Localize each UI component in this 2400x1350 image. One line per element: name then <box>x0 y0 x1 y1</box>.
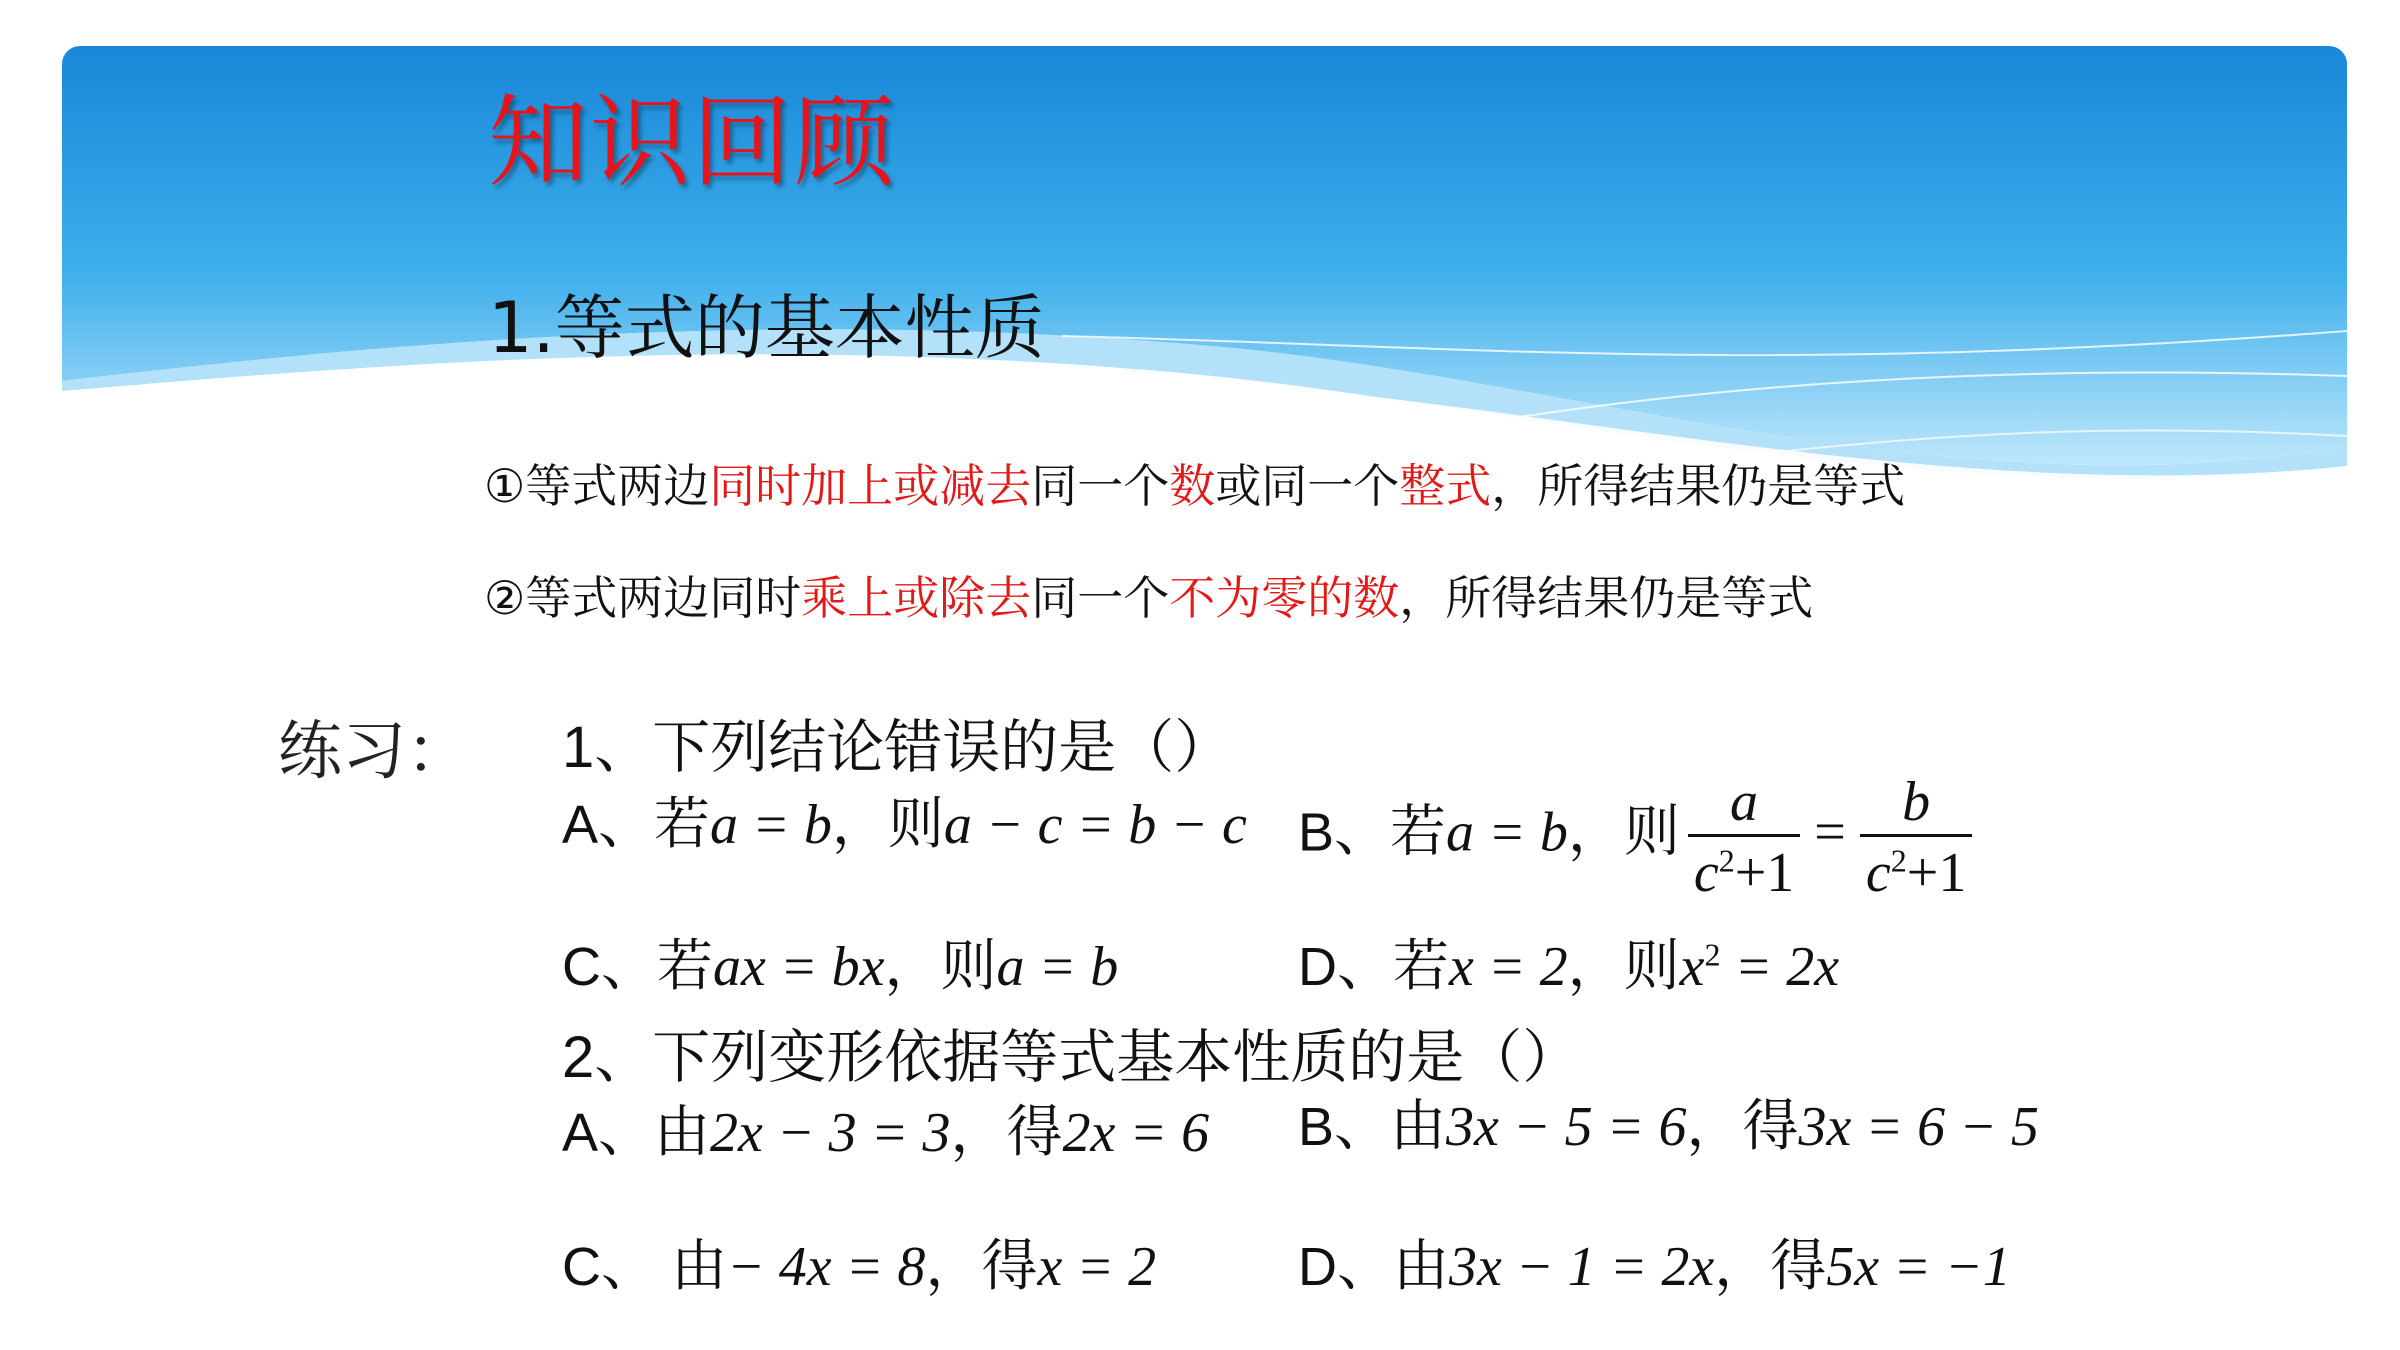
q1-option-b <box>1298 770 1980 905</box>
property-2-emphasis-2: 不为零的数 <box>1169 571 1400 625</box>
option-condition: a = b <box>1446 801 1568 864</box>
option-prefix: 、由 <box>598 1102 711 1164</box>
option-result: 5x = −1 <box>1826 1236 2011 1298</box>
property-1-emphasis-2: 数 <box>1169 459 1216 513</box>
option-condition: − 4x = 8 <box>727 1236 926 1298</box>
option-result-base: x <box>1679 936 1705 998</box>
option-separator: ，得 <box>1714 1236 1827 1298</box>
option-result-rhs: = 2x <box>1720 936 1840 998</box>
option-letter: A <box>562 795 599 855</box>
option-result-exponent: 2 <box>1704 936 1721 973</box>
question-1-text: 、下列结论错误的是（） <box>594 713 1233 781</box>
option-separator: ，得 <box>1686 1096 1799 1158</box>
option-separator: ，则 <box>884 936 997 998</box>
denominator-base: c <box>1693 842 1719 904</box>
option-result: 3x = 6 − 5 <box>1798 1096 2039 1158</box>
property-1-middle-1: 同一个 <box>1031 459 1170 513</box>
option-prefix: 、若 <box>1334 801 1447 864</box>
option-separator: ，则 <box>831 794 944 856</box>
section-heading: 1.等式的基本性质 <box>488 287 1045 369</box>
property-1-suffix: ，所得结果仍是等式 <box>1491 459 1906 513</box>
question-2-number: 2 <box>562 1025 595 1090</box>
property-2-suffix: ，所得结果仍是等式 <box>1399 571 1814 625</box>
q2-option-d <box>1298 1222 2011 1302</box>
property-2-middle-1: 同一个 <box>1031 571 1170 625</box>
option-prefix: 、 由 <box>601 1236 727 1298</box>
property-1-middle-2: 或同一个 <box>1215 459 1400 513</box>
option-prefix: 、若 <box>598 794 711 856</box>
option-result: a = b <box>996 936 1119 998</box>
fraction-right <box>1860 770 1972 905</box>
option-letter: D <box>1298 937 1337 997</box>
denominator-plus: +1 <box>1734 842 1795 904</box>
property-1-prefix: ①等式两边 <box>484 459 710 513</box>
fraction-denominator <box>1688 834 1800 905</box>
option-condition: 2x − 3 = 3 <box>710 1102 951 1164</box>
option-letter: B <box>1298 1097 1335 1157</box>
denominator-exponent: 2 <box>1890 842 1907 879</box>
question-2-text: 、下列变形依据等式基本性质的是（） <box>594 1023 1581 1091</box>
question-1-number: 1 <box>562 715 595 780</box>
option-result: 2x = 6 <box>1062 1102 1210 1164</box>
option-separator: ，得 <box>925 1236 1038 1298</box>
property-1-emphasis-3: 整式 <box>1399 459 1492 513</box>
slide-title: 知识回顾 <box>488 84 896 201</box>
denominator-exponent: 2 <box>1718 842 1735 879</box>
option-separator: ，则 <box>1567 936 1680 998</box>
q1-option-c <box>562 922 1118 1002</box>
option-result: a − c = b − c <box>943 794 1247 856</box>
denominator-plus: +1 <box>1906 842 1967 904</box>
option-prefix: 、若 <box>1337 936 1449 998</box>
option-letter: C <box>562 1237 601 1297</box>
option-letter: B <box>1298 802 1335 863</box>
denominator-base: c <box>1865 842 1891 904</box>
option-prefix: 、由 <box>1337 1236 1449 1298</box>
question-1 <box>562 700 1232 784</box>
option-separator: ，得 <box>950 1102 1063 1164</box>
property-2-prefix: ②等式两边同时 <box>484 571 802 625</box>
fraction-left <box>1688 770 1800 905</box>
option-condition: x = 2 <box>1449 936 1568 998</box>
property-2 <box>484 562 1813 628</box>
sky-wave-graphic <box>62 46 2347 516</box>
option-prefix: 、由 <box>1334 1096 1447 1158</box>
property-1 <box>484 450 1905 516</box>
q2-option-c <box>562 1222 1156 1302</box>
q1-option-d <box>1298 922 1839 1002</box>
option-condition: 3x − 5 = 6 <box>1446 1096 1687 1158</box>
practice-label: 练习： <box>278 715 470 789</box>
header-band <box>62 46 2347 516</box>
option-letter: D <box>1298 1237 1337 1297</box>
fraction-numerator: b <box>1902 771 1931 833</box>
option-letter: A <box>562 1103 599 1163</box>
option-prefix: 、若 <box>601 936 713 998</box>
option-condition: 3x − 1 = 2x <box>1449 1236 1715 1298</box>
q2-option-a <box>562 1088 1209 1168</box>
fraction-denominator <box>1860 834 1972 905</box>
option-condition: ax = bx <box>713 936 885 998</box>
option-letter: C <box>562 937 601 997</box>
option-result: x = 2 <box>1037 1236 1157 1298</box>
q2-option-b <box>1298 1082 2039 1162</box>
option-condition: a = b <box>710 794 832 856</box>
option-separator: ，则 <box>1567 801 1680 864</box>
property-1-emphasis-1: 同时加上或减去 <box>709 459 1032 513</box>
q1-option-a <box>562 780 1247 860</box>
fraction-numerator: a <box>1730 771 1759 833</box>
property-2-emphasis-1: 乘上或除去 <box>801 571 1032 625</box>
equals-sign: = <box>1814 801 1846 864</box>
